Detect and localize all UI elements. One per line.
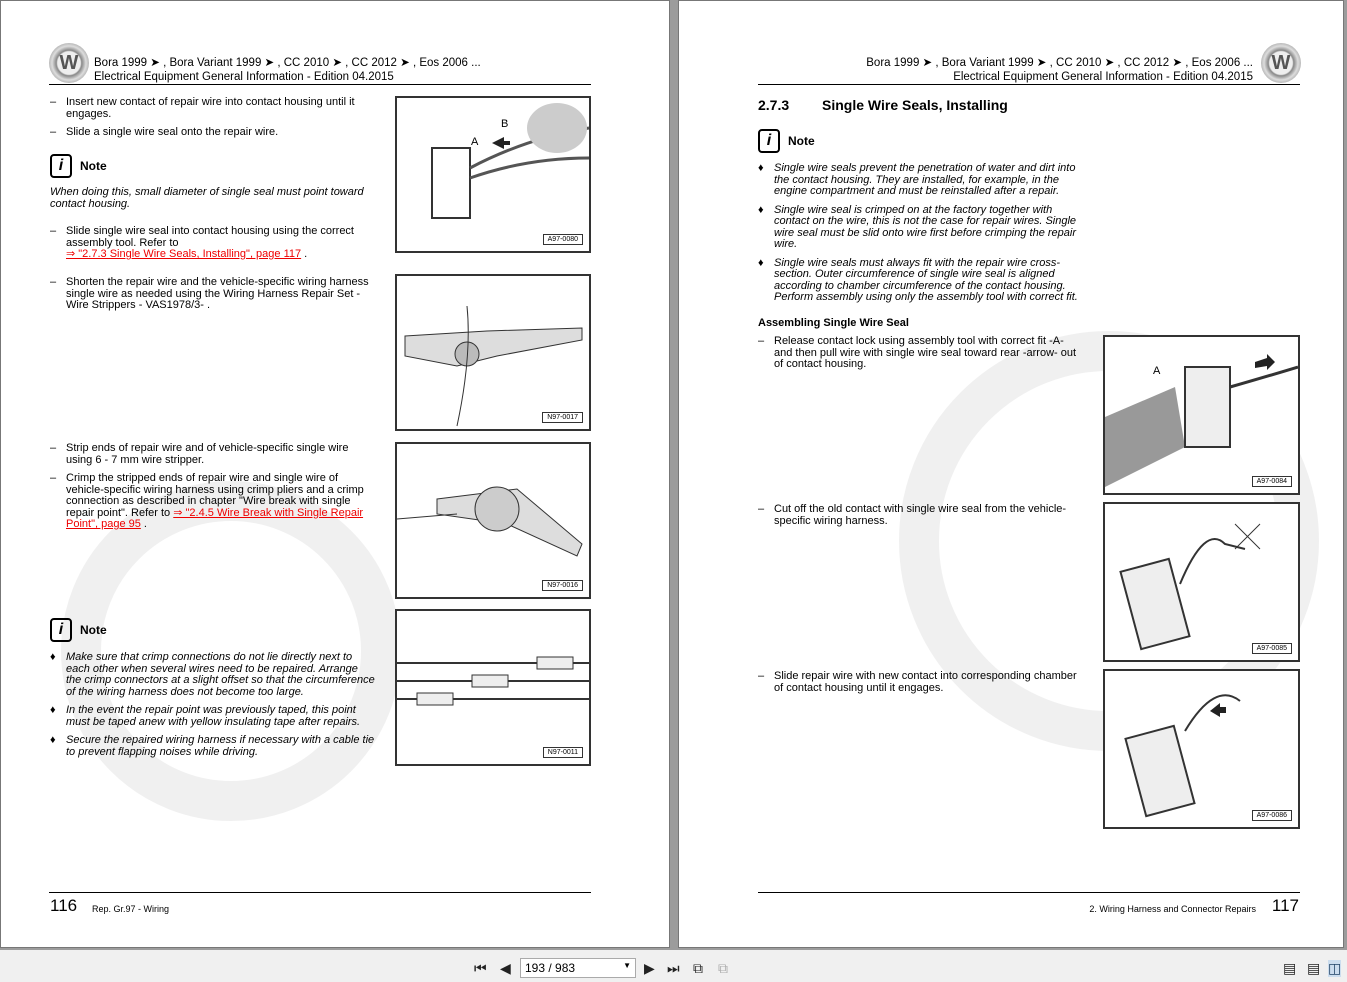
previous-page-icon[interactable]: ◀ — [500, 960, 511, 976]
link-single-wire-seals[interactable]: ⇒ "2.7.3 Single Wire Seals, Installing", page 117 — [66, 248, 302, 260]
figure-release-contact — [1103, 335, 1300, 495]
header-subtitle: Electrical Equipment General Information - Edition 04.2015 — [953, 71, 1253, 83]
figure-crimp-pliers — [395, 442, 591, 599]
figure-insert-repair-wire — [1103, 669, 1300, 829]
figure-code: A97-0080 — [543, 234, 583, 245]
left-page: W Bora 1999 ➤ , Bora Variant 1999 ➤ , CC 2010 ➤ , CC 2012 ➤ , Eos 2006 ... Electrical Equipment General Information - Edition 04.2015 – Insert new contact of repair wire into contact housing until it engages. – Slide a single wire seal onto the repair wire. i Note When doing this, small diameter of single seal must point toward contact housing. – Slide single wire seal into contact housing using the correct assembly tool. Refer to ⇒ "2.7.3 Single Wire Seals, Installing", page 117 . – Shorten the repair wire and the vehicle-specific wiring harness single wire as needed using the Wiring Harness Repair Set - Wire Strippers - VAS1978/3- . – Strip ends of repair wire and of vehicle-specific single wire using 6 - 7 mm wire stripper. – Crimp the stripped ends of repair wire and single wire of vehicle-specific wiring harness using crimp pliers and a crimp connection as described in chapter "Wire break with single repair point". Refer to ⇒ "2.4.5 Wire Break with Single Repair Point", page 95 . i Note ♦ Make sure that crimp connections do not lie directly next to each other when several wires need to be repaired. Arrange the crimp connectors at a slight offset so that the circumference of the wiring harness does not become too large. ♦ In the event the repair point was previously taped, this point must be taped anew with yellow insulating tape after repairs. ♦ Secure the repaired wiring harness if necessary with a cable tie to prevent flapping noises while driving. A B A97-0080 N97-0017 N97-0016 N97-0011 116 Rep. Gr.97 - Wiring — [0, 0, 670, 948]
last-page-icon[interactable]: ⏭ — [667, 960, 680, 976]
page-number: 116 — [50, 896, 78, 915]
figure-code: A97-0084 — [1252, 476, 1292, 487]
note-bullet: Single wire seals must always fit with the repair wire cross-section. Outer circumference of single wire seal is aligned according to chamber circumference of the contact housing. Perform assembly using only the assembly tool with correct fit. — [774, 256, 1078, 303]
note-bullet: Secure the repaired wiring harness if necessary with a cable tie to prevent flapping noises while driving. — [66, 734, 375, 758]
header-models: Bora 1999 ➤ , Bora Variant 1999 ➤ , CC 2010 ➤ , CC 2012 ➤ , Eos 2006 ... — [866, 57, 1253, 69]
vw-logo: W — [1261, 43, 1301, 83]
vw-logo: W — [49, 43, 89, 83]
chevron-down-icon: ▼ — [623, 961, 631, 970]
note-bullet: Single wire seal is crimped on at the factory together with contact on the wire, this is not the case for repair wires. Single wire seal must be slid onto wire first before crimping the repair wire. — [774, 203, 1077, 250]
figure-code: N97-0011 — [543, 747, 583, 758]
note-bullet: Make sure that crimp connections do not lie directly next to each other when several wires need to be repaired. Arrange the crimp connectors at a slight offset so that the circumference of the wiring harness does not become too large. — [66, 651, 375, 698]
info-icon: i — [758, 129, 780, 153]
rotate-icon[interactable]: ⧉ — [693, 960, 703, 976]
two-page-view-icon[interactable]: ◫ — [1328, 960, 1342, 976]
step-text: Slide single wire seal into contact housing using the correct assembly tool. Refer to — [66, 225, 354, 249]
header-rule — [49, 84, 591, 85]
step-text: Release contact lock using assembly tool with correct fit -A- and then pull wire with single wire seal toward rear -arrow- out of contact housing. — [774, 335, 1077, 370]
footer-text: 2. Wiring Harness and Connector Repairs — [1089, 904, 1256, 914]
figure-label-a: A — [1153, 365, 1161, 377]
section-number: 2.7.3 — [758, 97, 790, 113]
footer-text: Rep. Gr.97 - Wiring — [92, 904, 170, 914]
note-bullet: In the event the repair point was previously taped, this point must be taped anew with yellow insulating tape after repairs. — [66, 704, 361, 728]
note-heading: i Note — [50, 154, 107, 178]
page-number: 117 — [1271, 896, 1299, 915]
note-heading: i Note — [758, 129, 815, 153]
footer-rule — [758, 892, 1300, 893]
header-rule — [758, 84, 1300, 85]
subheading: Assembling Single Wire Seal — [758, 317, 909, 329]
info-icon: i — [50, 154, 72, 178]
single-page-view-icon[interactable]: ▤ — [1283, 960, 1297, 976]
figure-offset-crimps — [395, 609, 591, 766]
step-text: Crimp the stripped ends of repair wire and single wire of vehicle-specific wiring harness using crimp pliers and a crimp connection as described in chapter "Wire break with single repair point". Refer to — [66, 472, 364, 519]
continuous-view-icon[interactable]: ▤ — [1307, 960, 1321, 976]
note-text: When doing this, small diameter of single seal must point toward contact housing. — [50, 186, 364, 210]
link-wire-break[interactable]: ⇒ "2.4.5 Wire Break with Single Repair Point", page 95 — [66, 506, 364, 530]
figure-label-a: A — [471, 136, 479, 148]
step-text: Strip ends of repair wire and of vehicle-specific single wire using 6 - 7 mm wire stripper. — [66, 442, 349, 466]
figure-connector-seal — [395, 96, 591, 253]
figure-code: N97-0016 — [542, 580, 583, 591]
info-icon: i — [50, 618, 72, 642]
header-models: Bora 1999 ➤ , Bora Variant 1999 ➤ , CC 2010 ➤ , CC 2012 ➤ , Eos 2006 ... — [94, 57, 481, 69]
figure-cut-contact — [1103, 502, 1300, 662]
first-page-icon[interactable]: ⏮ — [474, 960, 487, 976]
right-page: W Bora 1999 ➤ , Bora Variant 1999 ➤ , CC 2010 ➤ , CC 2012 ➤ , Eos 2006 ... Electrical Equipment General Information - Edition 04.2015 2.7.3 Single Wire Seals, Installing i Note ♦ Single wire seals prevent the penetration of water and dirt into the contact housing. They are installed, for example, in the engine compartment and must be reinstalled after a repair. ♦ Single wire seal is crimped on at the factory together with contact on the wire, this is not the case for repair wires. Single wire seal must be slid onto wire first before crimping the repair wire. ♦ Single wire seals must always fit with the repair wire cross-section. Outer circumference of single wire seal is aligned according to chamber circumference of the contact housing. Perform assembly using only the assembly tool with correct fit. Assembling Single Wire Seal – Release contact lock using assembly tool with correct fit -A- and then pull wire with single wire seal toward rear -arrow- out of contact housing. – Cut off the old contact with single wire seal from the vehicle-specific wiring harness. – Slide repair wire with new contact into corresponding chamber of contact housing until it engages. A A97-0084 A97-0085 A97-0086 2. Wiring Harness and Connector Repairs 117 — [678, 0, 1344, 948]
rotate-back-icon[interactable]: ⧉ — [718, 960, 728, 976]
figure-label-b: B — [501, 118, 509, 130]
header-subtitle: Electrical Equipment General Information - Edition 04.2015 — [94, 71, 394, 83]
next-page-icon[interactable]: ▶ — [644, 960, 655, 976]
step-text: Insert new contact of repair wire into contact housing until it engages. — [66, 96, 355, 120]
step-text: Slide a single wire seal onto the repair wire. — [66, 126, 279, 138]
figure-code: A97-0085 — [1252, 643, 1292, 654]
footer-rule — [49, 892, 591, 893]
viewer-toolbar — [0, 950, 1347, 982]
figure-wire-stripper — [395, 274, 591, 431]
page-selector[interactable]: 193 / 983 ▼ — [520, 958, 636, 978]
note-heading: i Note — [50, 618, 107, 642]
step-text: Slide repair wire with new contact into corresponding chamber of contact housing until it engages. — [774, 670, 1077, 694]
step-text: Cut off the old contact with single wire seal from the vehicle-specific wiring harness. — [774, 503, 1067, 527]
figure-code: N97-0017 — [542, 412, 583, 423]
section-title: Single Wire Seals, Installing — [822, 97, 1008, 113]
figure-code: A97-0086 — [1252, 810, 1292, 821]
step-text: Shorten the repair wire and the vehicle-specific wiring harness single wire as needed using the Wiring Harness Repair Set - Wire Strippers - VAS1978/3- . — [66, 276, 369, 311]
note-bullet: Single wire seals prevent the penetration of water and dirt into the contact housing. They are installed, for example, in the engine compartment and must be reinstalled after a repair. — [774, 162, 1076, 197]
